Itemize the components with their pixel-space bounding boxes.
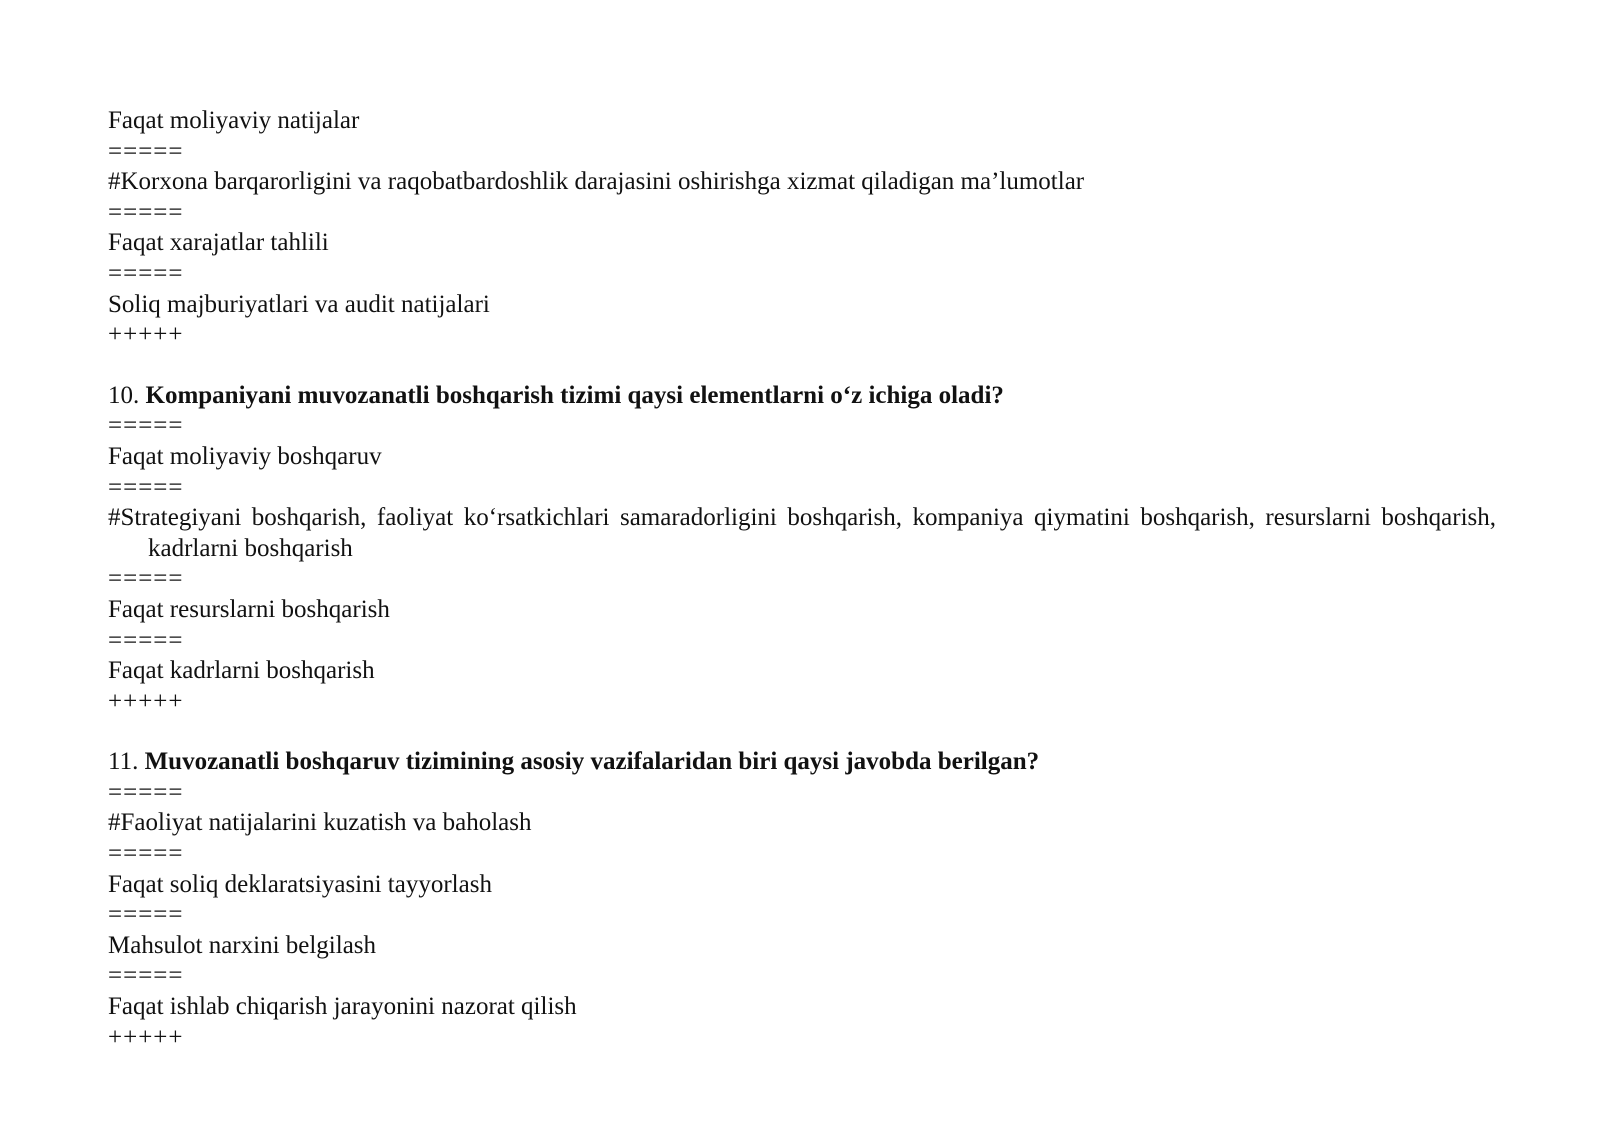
correct-option-text: #Strategiyani boshqarish, faoliyat ko‘rsatkichlari samaradorligini boshqarish, kompaniya qiymatini boshqarish, resurslarni boshqarish, kadrlarni boshqarish xyxy=(108,504,1496,562)
question-heading xyxy=(108,747,1496,778)
spacer xyxy=(108,717,1496,747)
question-text: Muvozanatli boshqaruv tizimining asosiy vazifalaridan biri qaysi javobda berilgan? xyxy=(144,748,1040,776)
option-text: Soliq majburiyatlari va audit natijalari xyxy=(108,290,490,318)
option-text: Faqat resurslarni boshqarish xyxy=(108,595,390,623)
spacer xyxy=(108,351,1496,381)
question-number: 10. xyxy=(108,381,140,409)
option-text: Faqat xarajatlar tahlili xyxy=(108,229,329,257)
option-text: Mahsulot narxini belgilash xyxy=(108,931,377,959)
option-separator: ===== xyxy=(108,198,184,226)
option-separator: ===== xyxy=(108,259,184,287)
option-separator: ===== xyxy=(108,840,184,868)
option-separator: ===== xyxy=(108,778,184,806)
option-separator: ===== xyxy=(108,901,184,929)
question-end-marker: +++++ xyxy=(108,1023,184,1051)
question-10 xyxy=(108,381,1496,718)
option-text: Faqat soliq deklaratsiyasini tayyorlash xyxy=(108,870,492,898)
option-separator: ===== xyxy=(108,137,184,165)
option-text: Faqat kadrlarni boshqarish xyxy=(108,657,375,685)
option-separator: ===== xyxy=(108,962,184,990)
option-separator: ===== xyxy=(108,473,184,501)
option-text: Faqat moliyaviy natijalar xyxy=(108,107,360,134)
option-separator: ===== xyxy=(108,626,184,654)
question-text: Kompaniyani muvozanatli boshqarish tizimi qaysi elementlarni o‘z ichiga oladi? xyxy=(145,381,1004,409)
question-heading xyxy=(108,381,1496,412)
document-page xyxy=(108,106,1496,1053)
correct-option-text: #Faoliyat natijalarini kuzatish va baholash xyxy=(108,809,532,837)
option-text: Faqat moliyaviy boshqaruv xyxy=(108,442,382,470)
option-separator: ===== xyxy=(108,412,184,440)
question-11 xyxy=(108,747,1496,1053)
option-separator: ===== xyxy=(108,565,184,593)
question-end-marker: +++++ xyxy=(108,321,184,349)
previous-question-options xyxy=(108,106,1496,351)
option-text: Faqat ishlab chiqarish jarayonini nazorat qilish xyxy=(108,993,577,1021)
question-end-marker: +++++ xyxy=(108,687,184,715)
correct-option-text: #Korxona barqarorligini va raqobatbardoshlik darajasini oshirishga xizmat qiladigan ma’lumotlar xyxy=(108,168,1085,196)
question-number: 11. xyxy=(108,748,139,776)
